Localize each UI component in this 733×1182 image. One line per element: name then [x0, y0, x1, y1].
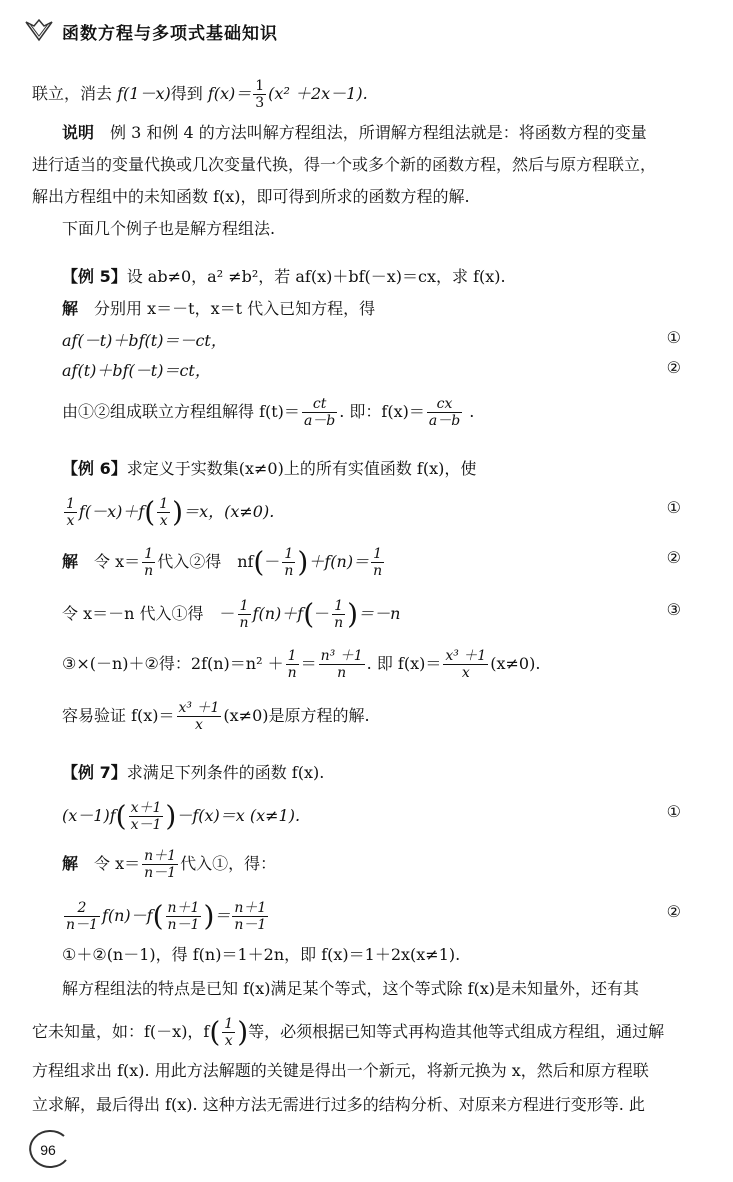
text-line: 它未知量，如：f(－x)，f( $\frac{1}{x}$ )等，必须根据已知等式再构造其他等式组成方程组，通过解	[32, 1015, 665, 1049]
fraction: $\frac{1}{3}$	[255, 78, 265, 111]
equation-marker: ②	[666, 358, 681, 377]
solution-line: 解 令 x＝ $\frac{1}{n}$ 代入②得 nf(－ $\frac{1}{n}$ )＋f(n)＝ $\frac{1}{n}$	[62, 545, 383, 579]
equation-marker: ①	[666, 328, 681, 347]
note-line: 说明 例 3 和例 4 的方法叫解方程组法，所谓解方程组法就是：将函数方程的变量	[62, 123, 647, 142]
page-number: 96	[24, 1128, 72, 1172]
text-line: 容易验证 f(x)＝ $\frac{\text{x³ ＋1}}{x}$ (x≠0)是原方程的解.	[62, 700, 370, 733]
equation-marker: ②	[666, 548, 681, 567]
note-label: 说明	[62, 123, 95, 142]
equation: af(t)＋bf(－t)＝ct，	[62, 361, 211, 380]
text-line: 令 x＝－n 代入①得 － $\frac{1}{n}$ f(n)＋f(－ $\frac{1}{n}$ )＝－n	[62, 597, 401, 631]
text-line: 联立，消去 f(1－x)得到 f(x)＝ $\frac{1}{3}$ (x² ＋2x－1).	[32, 78, 368, 111]
page-title: 函数方程与多项式基础知识	[62, 23, 278, 44]
example-6-title: 【例 6】求定义于实数集(x≠0)上的所有实值函数 f(x)，使	[62, 459, 477, 478]
text-line: 解方程组法的特点是已知 f(x)满足某个等式，这个等式除 f(x)是未知量外，还有其	[62, 979, 640, 998]
text-line: 方程组求出 f(x). 用此方法解题的关键是得出一个新元，将新元换为 x，然后和原方程联	[32, 1061, 649, 1080]
text-line: 解出方程组中的未知函数 f(x)，即可得到所求的函数方程的解.	[32, 187, 470, 206]
equation: $\frac{1}{x}$ f(－x)＋f( $\frac{1}{x}$ )＝x，(x≠0).	[66, 495, 275, 529]
text-line: ①＋②(n－1)，得 f(n)＝1＋2n，即 f(x)＝1＋2x(x≠1).	[62, 945, 461, 964]
example-7-title: 【例 7】求满足下列条件的函数 f(x).	[62, 763, 325, 782]
book-logo-icon	[22, 16, 56, 46]
solution-line: 解 分别用 x＝－t，x＝t 代入已知方程，得	[62, 299, 376, 318]
equation-marker: ②	[666, 902, 681, 921]
equation: af(－t)＋bf(t)＝－ct，	[62, 331, 227, 350]
equation-marker: ①	[666, 498, 681, 517]
text-line: 立求解，最后得出 f(x). 这种方法无需进行过多的结构分析、对原来方程进行变形等. 此	[32, 1095, 645, 1114]
equation-marker: ③	[666, 600, 681, 619]
equation: $\frac{2}{n-1}$ f(n)－f( $\frac{n+1}{n-1}$ )＝ $\frac{n+1}{n-1}$	[66, 899, 267, 933]
example-5-title: 【例 5】设 ab≠0，a² ≠b²，若 af(x)＋bf(－x)＝cx，求 f(x).	[62, 267, 506, 286]
equation-marker: ①	[666, 802, 681, 821]
text-line: ③×(－n)＋②得：2f(n)＝n² ＋ $\frac{1}{n}$ ＝ $\frac{\text{n³ ＋1}}{n}$ . 即 f(x)＝ $\frac{\text{x³ ＋1}}{x}$ (x≠0).	[62, 648, 541, 681]
solution-line: 解 令 x＝ $\frac{n+1}{n-1}$ 代入①，得：	[62, 848, 277, 881]
text-line: 下面几个例子也是解方程组法.	[62, 219, 276, 238]
text-line: 由①②组成联立方程组解得 f(t)＝ $\frac{ct}{a-b}$ . 即：f(x)＝ $\frac{cx}{a-b}$ .	[62, 396, 475, 429]
text-line: 进行适当的变量代换或几次变量代换，得一个或多个新的函数方程，然后与原方程联立，	[32, 155, 657, 174]
page-header	[22, 14, 278, 48]
equation: (x－1)f( $\frac{x+1}{x-1}$ )－f(x)＝x (x≠1).	[62, 799, 301, 833]
